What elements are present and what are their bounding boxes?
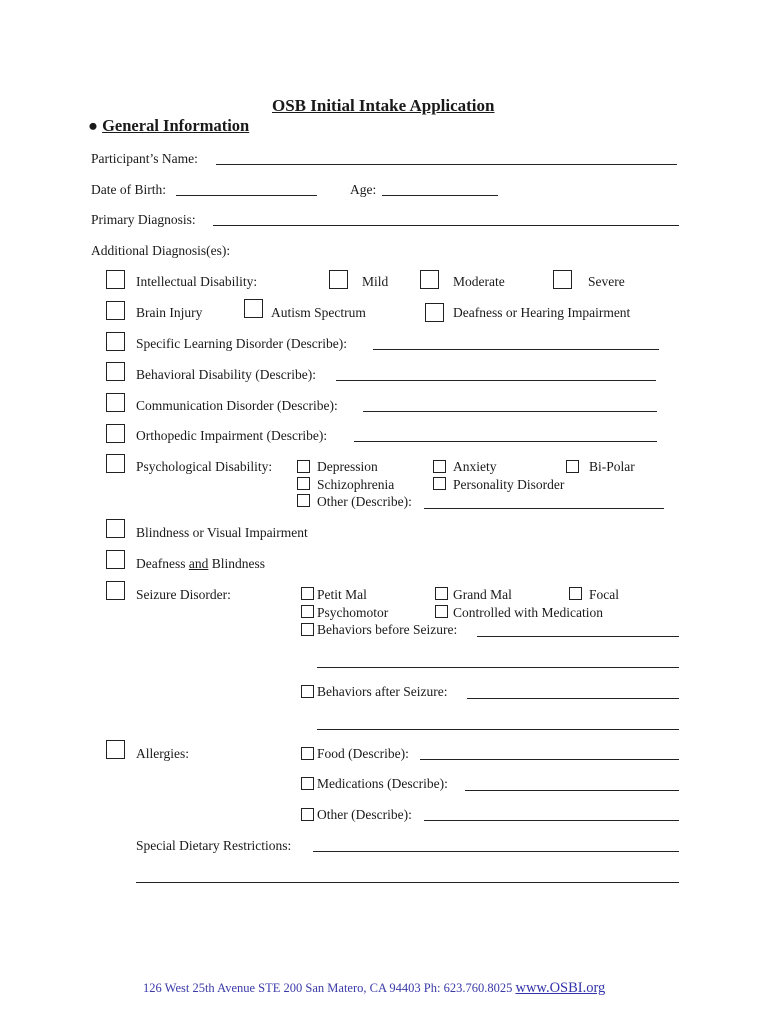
food-checkbox[interactable] [301,747,314,760]
participant-name-field[interactable] [216,164,677,165]
psychological-checkbox[interactable] [106,454,125,473]
anxiety-label: Anxiety [453,459,497,474]
age-field[interactable] [382,195,498,196]
participant-name-label: Participant’s Name: [91,151,198,166]
dietary-label: Special Dietary Restrictions: [136,838,292,853]
deaf-blind-and: and [188,556,209,571]
medications-field[interactable] [465,790,679,791]
schizophrenia-label: Schizophrenia [317,477,395,492]
form-title: OSB Initial Intake Application [272,96,495,115]
deaf-blind-checkbox[interactable] [106,550,125,569]
deaf-blind-post: Blindness [208,556,265,571]
additional-diagnoses-label: Additional Diagnosis(es): [91,243,231,258]
behavioral-checkbox[interactable] [106,362,125,381]
food-field[interactable] [420,759,679,760]
bipolar-checkbox[interactable] [566,460,579,473]
primary-diagnosis-label: Primary Diagnosis: [91,212,196,227]
grand-mal-checkbox[interactable] [435,587,448,600]
after-seizure-field-2[interactable] [317,729,679,730]
brain-injury-checkbox[interactable] [106,301,125,320]
before-seizure-field-2[interactable] [317,667,679,668]
footer-website-link[interactable]: www.OSBI.org [515,980,606,996]
anxiety-checkbox[interactable] [433,460,446,473]
moderate-checkbox[interactable] [420,270,439,289]
psychological-label: Psychological Disability: [136,459,273,474]
age-label: Age: [350,182,377,197]
deafness-hearing-checkbox[interactable] [425,303,444,322]
before-seizure-field[interactable] [477,636,679,637]
section-heading [88,116,249,136]
schizophrenia-checkbox[interactable] [297,477,310,490]
allergies-checkbox[interactable] [106,740,125,759]
deaf-blind-label [136,556,265,572]
depression-checkbox[interactable] [297,460,310,473]
allergies-label: Allergies: [136,746,189,761]
medications-label: Medications (Describe): [317,776,448,791]
psychomotor-label: Psychomotor [317,605,389,620]
deaf-blind-pre: Deafness [136,556,189,571]
autism-checkbox[interactable] [244,299,263,318]
moderate-label: Moderate [453,274,505,289]
personality-label: Personality Disorder [453,477,565,492]
psych-other-field[interactable] [424,508,664,509]
communication-field[interactable] [363,411,657,412]
communication-checkbox[interactable] [106,393,125,412]
petit-mal-checkbox[interactable] [301,587,314,600]
controlled-checkbox[interactable] [435,605,448,618]
footer [143,980,605,997]
blindness-label: Blindness or Visual Impairment [136,525,308,540]
bipolar-label: Bi-Polar [589,459,635,474]
focal-label: Focal [589,587,619,602]
communication-label: Communication Disorder (Describe): [136,398,338,413]
seizure-label: Seizure Disorder: [136,587,231,602]
after-seizure-checkbox[interactable] [301,685,314,698]
primary-diagnosis-field[interactable] [213,225,679,226]
brain-injury-label: Brain Injury [136,305,203,320]
before-seizure-checkbox[interactable] [301,623,314,636]
severe-label: Severe [588,274,625,289]
after-seizure-field[interactable] [467,698,679,699]
blindness-checkbox[interactable] [106,519,125,538]
mild-checkbox[interactable] [329,270,348,289]
focal-checkbox[interactable] [569,587,582,600]
dob-label: Date of Birth: [91,182,166,197]
dob-field[interactable] [176,195,317,196]
allergy-other-label: Other (Describe): [317,807,412,822]
allergy-other-checkbox[interactable] [301,808,314,821]
learning-disorder-field[interactable] [373,349,659,350]
allergy-other-field[interactable] [424,820,679,821]
intellectual-disability-checkbox[interactable] [106,270,125,289]
after-seizure-label: Behaviors after Seizure: [317,684,448,699]
learning-disorder-checkbox[interactable] [106,332,125,351]
dietary-field[interactable] [313,851,679,852]
deafness-hearing-label: Deafness or Hearing Impairment [453,305,631,320]
autism-label: Autism Spectrum [271,305,366,320]
medications-checkbox[interactable] [301,777,314,790]
psychomotor-checkbox[interactable] [301,605,314,618]
personality-checkbox[interactable] [433,477,446,490]
section-bullet: ● [88,116,98,135]
depression-label: Depression [317,459,378,474]
orthopedic-label: Orthopedic Impairment (Describe): [136,428,328,443]
petit-mal-label: Petit Mal [317,587,367,602]
intellectual-disability-label: Intellectual Disability: [136,274,258,289]
dietary-field-2[interactable] [136,882,679,883]
controlled-label: Controlled with Medication [453,605,603,620]
seizure-checkbox[interactable] [106,581,125,600]
behavioral-field[interactable] [336,380,656,381]
section-title: General Information [102,116,250,135]
mild-label: Mild [362,274,389,289]
psych-other-label: Other (Describe): [317,494,412,509]
learning-disorder-label: Specific Learning Disorder (Describe): [136,336,348,351]
before-seizure-label: Behaviors before Seizure: [317,622,458,637]
food-label: Food (Describe): [317,746,409,761]
severe-checkbox[interactable] [553,270,572,289]
footer-address: 126 West 25th Avenue STE 200 San Matero, CA 94403 Ph: 623.760.8025 [143,981,516,995]
behavioral-label: Behavioral Disability (Describe): [136,367,316,382]
grand-mal-label: Grand Mal [453,587,512,602]
psych-other-checkbox[interactable] [297,494,310,507]
orthopedic-field[interactable] [354,441,657,442]
orthopedic-checkbox[interactable] [106,424,125,443]
